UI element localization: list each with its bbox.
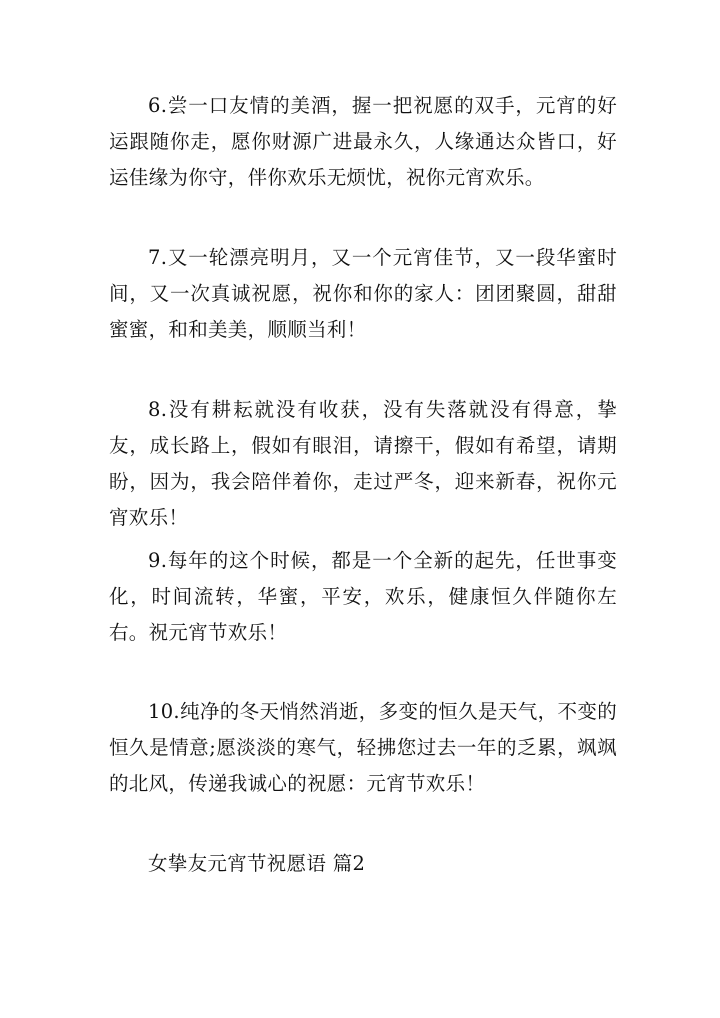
paragraph-6: 6.尝一口友情的美酒，握一把祝愿的双手，元宵的好运跟随你走，愿你财源广进最永久，人缘通达众皆口，好运佳缘为你守，伴你欢乐无烦忧，祝你元宵欢乐。 bbox=[109, 94, 617, 189]
paragraph-9: 9.每年的这个时候，都是一个全新的起先，任世事变化，时间流转，华蜜，平安，欢乐，健康恒久伴随你左右。祝元宵节欢乐！ bbox=[109, 549, 617, 644]
section-heading: 女挚友元宵节祝愿语 篇2 bbox=[148, 852, 366, 875]
paragraph-7: 7.又一轮漂亮明月，又一个元宵佳节，又一段华蜜时间，又一次真诚祝愿，祝你和你的家人：团团聚圆，甜甜蜜蜜，和和美美，顺顺当利！ bbox=[109, 246, 617, 341]
paragraph-8: 8.没有耕耘就没有收获，没有失落就没有得意，挚友，成长路上，假如有眼泪，请擦干，假如有希望，请期盼，因为，我会陪伴着你，走过严冬，迎来新春，祝你元宵欢乐！ bbox=[109, 398, 617, 529]
paragraph-10: 10.纯净的冬天悄然消逝，多变的恒久是天气，不变的恒久是情意;愿淡淡的寒气，轻拂您过去一年的乏累，飒飒的北风，传递我诚心的祝愿：元宵节欢乐！ bbox=[109, 700, 617, 795]
